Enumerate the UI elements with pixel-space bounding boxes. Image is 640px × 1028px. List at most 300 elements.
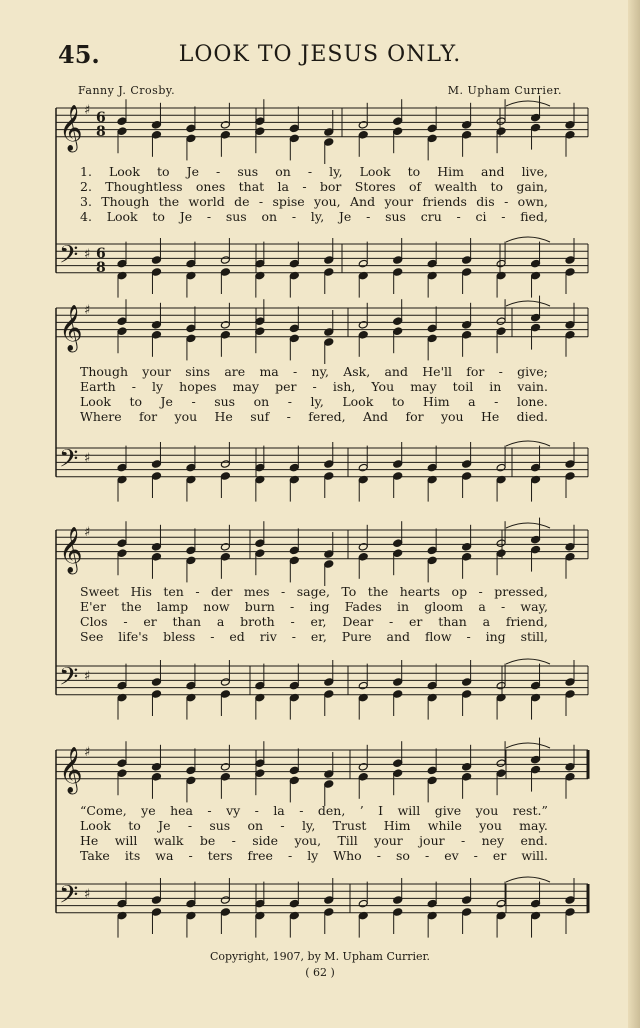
lyric-syllable: - — [366, 209, 371, 224]
lyric-syllable: He — [480, 409, 500, 424]
lyric-syllable: for — [466, 364, 485, 379]
note-head — [289, 776, 299, 785]
note-head — [531, 323, 541, 332]
lyric-syllable: lone. — [516, 394, 548, 409]
lyric-syllable: may — [410, 379, 437, 394]
lyric-syllable: died. — [516, 409, 548, 424]
note-head — [186, 899, 196, 908]
note-head — [427, 776, 437, 785]
note-head — [462, 773, 472, 782]
lyric-syllable: bor — [319, 179, 342, 194]
lyric-syllable: will. — [521, 848, 548, 863]
lyric-syllable: sus — [214, 394, 236, 409]
lyric-syllable: Sweet — [80, 584, 120, 599]
lyric-syllable: - — [494, 394, 499, 409]
note-head — [531, 765, 541, 774]
lyric-syllable: are — [224, 364, 246, 379]
note-head — [462, 763, 472, 772]
note-head — [393, 268, 403, 277]
page-number: ( 62 ) — [305, 966, 335, 979]
note-head — [289, 324, 299, 333]
lyric-syllable: de — [234, 194, 250, 209]
lyric-syllable: - — [207, 803, 212, 818]
note-head — [117, 317, 127, 326]
author-credit: Fanny J. Crosby. — [78, 84, 176, 97]
note-head — [358, 131, 368, 140]
note-head — [289, 766, 299, 775]
lyric-syllable: still, — [520, 629, 548, 644]
sharp-key-signature-icon: ♯ — [84, 451, 91, 466]
lyric-syllable: er — [143, 614, 157, 629]
lyric-syllable: Je — [179, 209, 193, 224]
lyric-syllable: and — [384, 364, 408, 379]
lyric-syllable: den, — [317, 803, 346, 818]
note-head — [117, 899, 127, 908]
note-head — [462, 543, 472, 552]
lyric-syllable: ’ — [359, 803, 364, 818]
lyric-syllable: ed — [229, 629, 245, 644]
note-head — [565, 908, 575, 917]
note-head — [220, 331, 230, 340]
note-head — [565, 553, 575, 562]
lyric-syllable: Him — [383, 818, 411, 833]
hymn-title: LOOK TO JESUS ONLY. — [178, 42, 462, 67]
lyric-line — [80, 194, 548, 209]
note-head — [565, 543, 575, 552]
time-signature-digit: 8 — [96, 260, 106, 276]
lyric-syllable: walk — [153, 833, 184, 848]
lyric-syllable: way, — [520, 599, 548, 614]
note-head — [565, 331, 575, 340]
lyric-syllable: of — [409, 179, 422, 194]
lyric-syllable: so — [395, 848, 410, 863]
lyric-syllable: lamp — [156, 599, 189, 614]
lyric-syllable: and — [481, 164, 505, 179]
note-head — [565, 773, 575, 782]
note-head — [531, 899, 541, 908]
lyric-syllable: sus — [385, 209, 406, 224]
lyric-syllable: ten — [163, 584, 184, 599]
lyric-syllable: the — [158, 194, 180, 209]
note-head — [565, 460, 575, 469]
lyric-syllable: Though — [80, 364, 129, 379]
lyric-syllable: gloom — [424, 599, 464, 614]
note-head — [220, 908, 230, 917]
note-head — [565, 472, 575, 481]
lyric-syllable: - — [191, 394, 196, 409]
note-head — [117, 327, 127, 336]
lyric-syllable: in — [489, 379, 502, 394]
lyric-syllable: vy — [226, 803, 241, 818]
lyric-syllable: a — [216, 614, 225, 629]
note-head — [531, 313, 541, 322]
note-head — [358, 763, 368, 772]
lyric-syllable: broth — [240, 614, 275, 629]
note-head — [427, 134, 437, 143]
lyric-syllable: the — [121, 599, 142, 614]
lyric-syllable: ly, — [301, 818, 316, 833]
lyric-syllable: - — [302, 179, 307, 194]
note-head — [496, 899, 506, 908]
lyric-syllable: ones — [195, 179, 226, 194]
note-head — [462, 131, 472, 140]
lyric-syllable: - — [501, 209, 506, 224]
lyric-syllable: that — [238, 179, 265, 194]
note-head — [393, 539, 403, 548]
lyric-syllable: You — [371, 379, 395, 394]
note-head — [358, 121, 368, 130]
note-head — [358, 543, 368, 552]
note-head — [220, 268, 230, 277]
note-head — [565, 690, 575, 699]
lyric-syllable: you, — [314, 194, 341, 209]
note-head — [289, 546, 299, 555]
note-head — [393, 908, 403, 917]
note-head — [496, 549, 506, 558]
lyric-syllable: - — [281, 584, 286, 599]
lyric-syllable: than — [438, 614, 467, 629]
lyric-syllable: To — [341, 584, 357, 599]
time-signature-digit: 6 — [96, 110, 106, 126]
lyric-syllable: - — [478, 584, 483, 599]
lyric-syllable: He — [214, 409, 233, 424]
lyric-syllable: dis — [476, 194, 495, 209]
note-head — [462, 678, 472, 687]
lyric-syllable: Dear — [342, 614, 374, 629]
lyric-syllable: its — [124, 848, 141, 863]
lyric-syllable: - — [312, 379, 317, 394]
note-head — [151, 773, 161, 782]
note-head — [324, 560, 334, 569]
lyric-syllable: Look — [106, 209, 138, 224]
lyric-syllable: - — [131, 379, 136, 394]
note-head — [358, 259, 368, 268]
lyric-syllable: you — [174, 409, 198, 424]
note-head — [255, 539, 265, 548]
lyric-syllable: a — [478, 599, 486, 614]
note-head — [289, 334, 299, 343]
note-head — [151, 256, 161, 265]
note-head — [496, 117, 506, 126]
note-head — [220, 553, 230, 562]
note-head — [531, 535, 541, 544]
lyric-syllable: on — [275, 164, 291, 179]
note-head — [393, 769, 403, 778]
tie-arc — [506, 877, 550, 882]
note-head — [393, 549, 403, 558]
lyric-syllable: spise — [272, 194, 305, 209]
lyric-syllable: ly, — [310, 209, 325, 224]
lyric-syllable: fered, — [308, 409, 346, 424]
lyric-syllable: And — [350, 194, 376, 209]
lyric-syllable: - — [376, 848, 381, 863]
note-head — [565, 256, 575, 265]
note-head — [289, 681, 299, 690]
lyric-syllable: op — [451, 584, 468, 599]
lyric-syllable: E'er — [80, 599, 106, 614]
note-head — [393, 317, 403, 326]
note-head — [324, 690, 334, 699]
lyric-syllable: Take — [80, 848, 110, 863]
lyric-syllable: free — [247, 848, 273, 863]
lyric-syllable: - — [195, 584, 200, 599]
lyric-syllable: Look — [342, 394, 374, 409]
note-head — [186, 463, 196, 472]
note-head — [531, 113, 541, 122]
note-head — [393, 690, 403, 699]
lyric-syllable: - — [286, 409, 291, 424]
note-head — [496, 681, 506, 690]
note-head — [427, 766, 437, 775]
lyric-syllable: - — [290, 599, 295, 614]
note-head — [117, 539, 127, 548]
note-head — [462, 460, 472, 469]
note-head — [496, 463, 506, 472]
lyric-syllable: er — [492, 848, 507, 863]
lyric-syllable: ly — [307, 848, 319, 863]
lyric-syllable: Je — [186, 164, 199, 179]
note-head — [531, 259, 541, 268]
note-head — [324, 472, 334, 481]
copyright-notice: Copyright, 1907, by M. Upham Currier. — [209, 950, 431, 963]
note-head — [462, 321, 472, 330]
lyric-syllable: - — [299, 803, 304, 818]
sharp-key-signature-icon: ♯ — [84, 745, 91, 760]
lyric-syllable: - — [287, 394, 292, 409]
note-head — [117, 463, 127, 472]
note-head — [462, 121, 472, 130]
note-head — [496, 127, 506, 136]
note-head — [462, 690, 472, 699]
lyric-syllable: to — [391, 394, 405, 409]
lyric-syllable: Him — [422, 394, 450, 409]
note-head — [358, 553, 368, 562]
note-head — [462, 908, 472, 917]
note-head — [427, 899, 437, 908]
lyric-syllable: for — [405, 409, 424, 424]
note-head — [255, 549, 265, 558]
lyric-syllable: give — [434, 803, 462, 818]
lyric-syllable: Look — [80, 818, 111, 833]
lyric-syllable: Fades — [344, 599, 382, 614]
lyric-syllable: And — [362, 409, 389, 424]
note-head — [496, 317, 506, 326]
note-head — [220, 773, 230, 782]
lyric-syllable: Pure — [341, 629, 372, 644]
lyric-syllable: ing — [309, 599, 330, 614]
lyric-syllable: Earth — [80, 379, 116, 394]
note-head — [358, 321, 368, 330]
lyric-syllable: Look — [80, 394, 111, 409]
lyric-syllable: ci — [475, 209, 487, 224]
note-head — [289, 134, 299, 143]
lyric-syllable: Ask, — [343, 364, 371, 379]
note-head — [324, 908, 334, 917]
lyric-syllable: friends — [422, 194, 467, 209]
lyric-syllable: to — [128, 818, 141, 833]
lyric-syllable: Je — [158, 818, 171, 833]
note-head — [531, 681, 541, 690]
hymn-number: 45. — [58, 40, 100, 69]
sharp-key-signature-icon: ♯ — [84, 887, 91, 902]
lyric-syllable: - — [123, 614, 128, 629]
lyric-syllable: burn — [244, 599, 275, 614]
lyric-syllable: His — [130, 584, 152, 599]
note-head — [289, 259, 299, 268]
lyric-syllable: - — [388, 614, 394, 629]
note-head — [393, 327, 403, 336]
note-head — [462, 268, 472, 277]
lyric-syllable: la — [277, 179, 289, 194]
lyric-syllable: - — [280, 818, 285, 833]
note-head — [393, 127, 403, 136]
note-head — [117, 549, 127, 558]
lyric-syllable: - — [258, 194, 264, 209]
lyric-syllable: See — [80, 629, 104, 644]
note-head — [565, 121, 575, 130]
note-head — [324, 770, 334, 779]
note-head — [427, 681, 437, 690]
note-head — [427, 546, 437, 555]
lyric-syllable: - — [254, 803, 259, 818]
lyric-syllable: der — [211, 584, 233, 599]
note-head — [358, 773, 368, 782]
lyric-syllable: mes — [243, 584, 270, 599]
note-head — [220, 321, 230, 330]
note-head — [427, 463, 437, 472]
lyric-syllable: you, — [294, 833, 322, 848]
lyric-syllable: riv — [259, 629, 277, 644]
note-head — [565, 321, 575, 330]
note-head — [393, 678, 403, 687]
lyric-syllable: - — [287, 848, 293, 863]
treble-clef-icon: 𝄞 — [59, 526, 83, 573]
note-head — [220, 763, 230, 772]
bass-clef-icon: 𝄢 — [59, 240, 79, 276]
sharp-key-signature-icon: ♯ — [84, 103, 91, 118]
note-head — [151, 268, 161, 277]
lyric-syllable: the — [367, 584, 389, 599]
note-head — [186, 766, 196, 775]
lyric-syllable: ly — [152, 379, 164, 394]
lyric-syllable: be — [199, 833, 216, 848]
lyric-syllable: 3. — [80, 194, 92, 209]
lyric-syllable: bless — [163, 629, 196, 644]
lyric-syllable: - — [473, 848, 478, 863]
time-signature-digit: 8 — [96, 124, 106, 140]
treble-clef-icon: 𝄞 — [59, 104, 83, 151]
lyric-syllable: - — [498, 364, 503, 379]
lyric-syllable: hopes — [179, 379, 217, 394]
note-head — [289, 463, 299, 472]
lyric-syllable: suf — [250, 409, 270, 424]
note-head — [427, 334, 437, 343]
note-head — [151, 121, 161, 130]
lyric-syllable: gain, — [516, 179, 548, 194]
lyric-syllable: sus — [237, 164, 259, 179]
lyric-syllable: Je — [160, 394, 173, 409]
lyric-syllable: - — [456, 209, 461, 224]
note-head — [324, 896, 334, 905]
note-head — [358, 681, 368, 690]
sharp-key-signature-icon: ♯ — [84, 247, 91, 262]
lyric-syllable: wealth — [434, 179, 478, 194]
lyric-line — [80, 818, 548, 833]
lyric-syllable: vain. — [517, 379, 548, 394]
note-head — [186, 681, 196, 690]
note-head — [324, 268, 334, 277]
note-head — [220, 543, 230, 552]
lyric-syllable: Look — [359, 164, 391, 179]
lyric-syllable: Stores — [354, 179, 396, 194]
lyric-syllable: He — [80, 833, 99, 848]
note-head — [151, 472, 161, 481]
lyric-syllable: ish, — [332, 379, 356, 394]
note-head — [565, 896, 575, 905]
note-head — [186, 556, 196, 565]
lyric-syllable: Trust — [332, 818, 367, 833]
tie-arc — [506, 301, 550, 306]
lyric-line — [80, 833, 548, 848]
note-head — [151, 543, 161, 552]
note-head — [565, 763, 575, 772]
note-head — [220, 256, 230, 265]
lyric-syllable: - — [307, 164, 313, 179]
note-head — [151, 896, 161, 905]
lyric-syllable: Thoughtless — [105, 179, 183, 194]
lyric-syllable: “Come, — [80, 803, 127, 818]
note-head — [393, 472, 403, 481]
lyric-syllable: - — [293, 364, 298, 379]
lyric-syllable: give; — [517, 364, 548, 379]
note-head — [186, 124, 196, 133]
lyric-syllable: ters — [207, 848, 233, 863]
note-head — [220, 678, 230, 687]
lyric-line — [80, 629, 548, 644]
lyric-syllable: hearts — [399, 584, 441, 599]
lyric-syllable: - — [231, 833, 236, 848]
lyric-syllable: on — [253, 394, 270, 409]
note-head — [565, 268, 575, 277]
note-head — [151, 690, 161, 699]
lyric-syllable: life's — [118, 629, 149, 644]
note-head — [151, 131, 161, 140]
lyric-syllable: jour — [419, 833, 445, 848]
lyric-syllable: Je — [338, 209, 352, 224]
note-head — [151, 321, 161, 330]
note-head — [117, 259, 127, 268]
lyric-line — [80, 584, 548, 599]
lyric-syllable: wa — [155, 848, 174, 863]
lyric-syllable: sus — [225, 209, 247, 224]
lyric-syllable: on — [247, 818, 264, 833]
lyric-syllable: you — [479, 818, 502, 833]
treble-clef-icon: 𝄞 — [59, 304, 83, 351]
note-head — [117, 127, 127, 136]
note-head — [186, 324, 196, 333]
lyric-syllable: la — [273, 803, 285, 818]
note-head — [186, 776, 196, 785]
note-head — [151, 553, 161, 562]
lyric-syllable: to — [156, 164, 170, 179]
lyric-syllable: - — [504, 194, 509, 209]
lyric-syllable: I — [378, 803, 384, 818]
lyric-syllable: - — [460, 833, 466, 848]
lyric-syllable: ney — [481, 833, 505, 848]
lyric-syllable: live, — [521, 164, 548, 179]
note-head — [220, 472, 230, 481]
note-head — [186, 334, 196, 343]
